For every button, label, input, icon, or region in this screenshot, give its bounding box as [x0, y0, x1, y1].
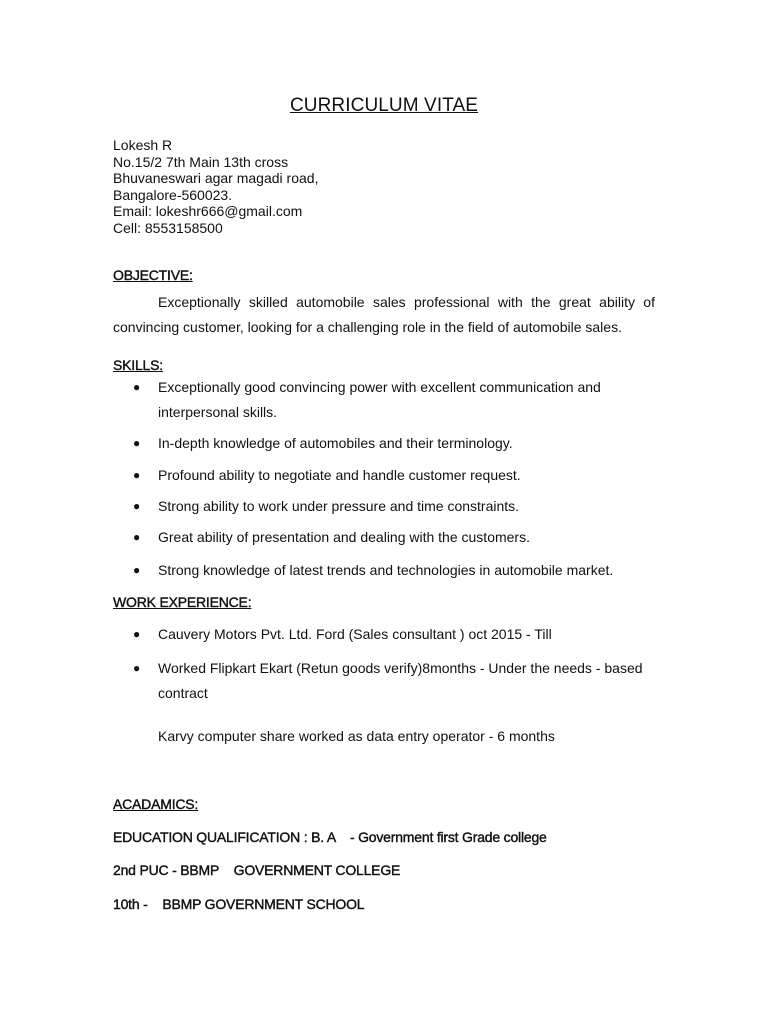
experience-item-text: Cauvery Motors Pvt. Ltd. Ford (Sales consultant ) oct 2015 - Till	[158, 626, 552, 642]
experience-item-text: Worked Flipkart Ekart (Retun goods verify)8months - Under the needs - based contract	[158, 660, 643, 701]
skills-list-item	[113, 494, 655, 519]
contact-cell: Cell: 8553158500	[113, 219, 223, 236]
skills-list-item	[113, 525, 655, 550]
page-title: CURRICULUM VITAE	[289, 95, 479, 116]
contact-email: Email: lokeshr666@gmail.com	[113, 203, 303, 220]
experience-extra-text: Karvy computer share worked as data entry operator - 6 months	[158, 728, 555, 744]
skills-list-item	[113, 463, 655, 488]
contact-address-line-2: Bhuvaneswari agar magadi road,	[113, 170, 319, 187]
academics-heading: ACADAMICS:	[113, 796, 199, 812]
skills-item-text: In-depth knowledge of automobiles and their terminology.	[158, 435, 513, 451]
skills-list-item	[113, 558, 655, 583]
work-experience-heading: WORK EXPERIENCE:	[113, 594, 252, 610]
skills-item-text: Great ability of presentation and dealing with the customers.	[158, 529, 530, 545]
skills-item-text: Exceptionally good convincing power with excellent communication and interpersonal skills.	[158, 379, 601, 420]
contact-name: Lokesh R	[113, 137, 173, 153]
bullet-icon: ●	[133, 436, 141, 450]
skills-list-item	[113, 375, 655, 425]
puc-line: 2nd PUC - BBMP GOVERNMENT COLLEGE	[113, 862, 401, 878]
bullet-icon: ●	[133, 468, 141, 482]
skills-heading: SKILLS:	[113, 357, 163, 373]
experience-list-item	[113, 622, 655, 647]
skills-item-text: Profound ability to negotiate and handle customer request.	[158, 467, 521, 483]
contact-address-line-1: No.15/2 7th Main 13th cross	[113, 153, 289, 170]
bullet-icon: ●	[133, 563, 141, 577]
experience-list-item	[113, 656, 655, 706]
bullet-icon: ●	[133, 661, 141, 675]
objective-text: Exceptionally skilled automobile sales professional with the great ability of convincing customer, looking for a challenging role in the field of automobile sales.	[113, 294, 655, 335]
skills-item-text: Strong ability to work under pressure and time constraints.	[158, 498, 520, 514]
skills-item-text: Strong knowledge of latest trends and technologies in automobile market.	[158, 562, 614, 578]
education-qualification-line: EDUCATION QUALIFICATION : B. A - Government first Grade college	[113, 829, 547, 845]
skills-list-item	[113, 431, 655, 456]
bullet-icon: ●	[133, 499, 141, 513]
contact-address-line-3: Bangalore-560023.	[113, 186, 233, 203]
bullet-icon: ●	[133, 530, 141, 544]
objective-heading: OBJECTIVE:	[113, 267, 193, 283]
bullet-icon: ●	[133, 380, 141, 394]
contact-block	[113, 137, 318, 237]
tenth-line: 10th - BBMP GOVERNMENT SCHOOL	[113, 896, 365, 912]
bullet-icon: ●	[133, 627, 141, 641]
